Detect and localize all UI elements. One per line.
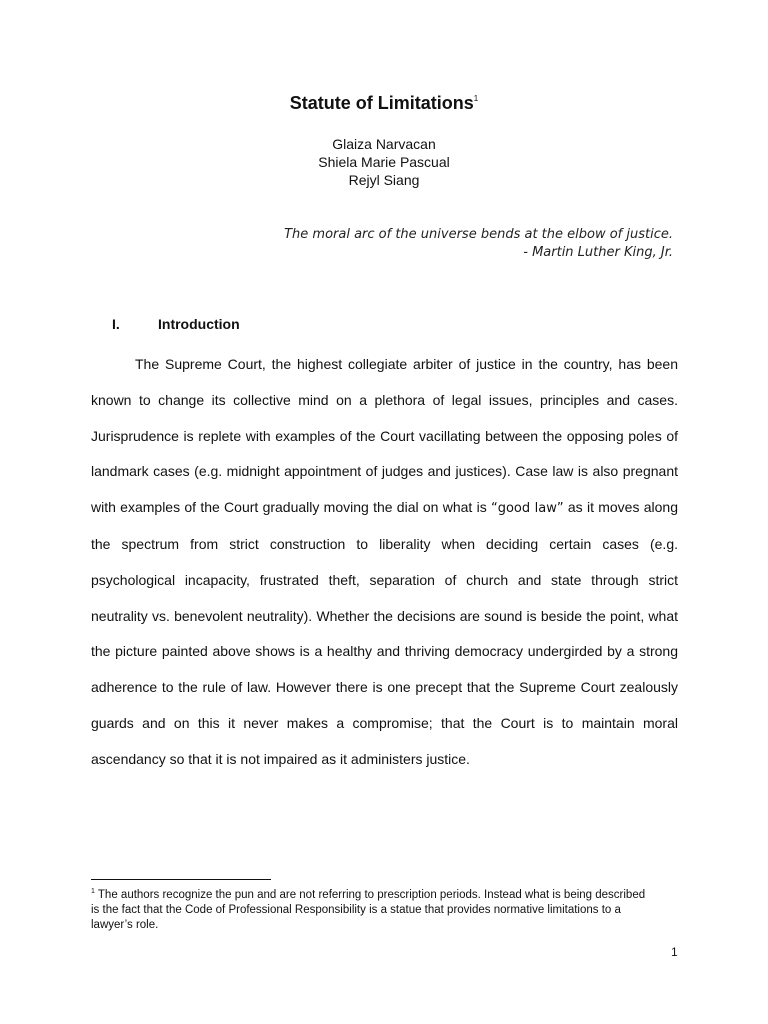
author-name: Shiela Marie Pascual bbox=[318, 154, 450, 170]
author-list bbox=[0, 135, 768, 189]
footnote bbox=[91, 884, 651, 933]
title-footnote-mark: 1 bbox=[473, 94, 479, 103]
quoted-term: “good law” bbox=[490, 501, 564, 517]
epigraph-attribution: - Martin Luther King, Jr. bbox=[523, 245, 673, 260]
paragraph-part-2: as it moves along the spectrum from strict construction to liberality when deciding certain cases (e.g. psychological incapacity, frustrated theft, separation of church and state through strict neutrality vs. benevolent neutrality). Whether the decisions are sound is beside the point, what the picture painted above shows is a healthy and thriving democracy undergirded by a strong adherence to the rule of law. However there is one precept that the Supreme Court zealously guards and on this it never makes a compromise; that the Court is to maintain moral ascendancy so that it is not impaired as it administers justice. bbox=[91, 499, 678, 767]
section-heading bbox=[112, 316, 240, 332]
section-number: I. bbox=[112, 316, 120, 332]
epigraph-quote: The moral arc of the universe bends at the elbow of justice. bbox=[284, 227, 673, 242]
paragraph-part-1: The Supreme Court, the highest collegiate arbiter of justice in the country, has been known to change its collective mind on a plethora of legal issues, principles and cases. Jurisprudence is replete with examples of the Court vacillating between the opposing poles of landmark cases (e.g. midnight appointment of judges and justices). Case law is also pregnant with examples of the Court gradually moving the dial on what is bbox=[91, 356, 678, 516]
epigraph bbox=[284, 226, 673, 262]
page-number: 1 bbox=[671, 945, 678, 959]
author-name: Glaiza Narvacan bbox=[332, 136, 436, 152]
footnote-text: The authors recognize the pun and are not referring to prescription periods. Instead what is being described is the fact that the Code of Professional Responsibility is a statue that provides normative limitations to a lawyer’s role. bbox=[91, 889, 646, 931]
title-text: Statute of Limitations bbox=[289, 93, 474, 113]
author-name: Rejyl Siang bbox=[348, 172, 420, 188]
document-title bbox=[0, 93, 768, 114]
footnote-mark: 1 bbox=[91, 888, 95, 895]
footnote-divider bbox=[91, 879, 271, 880]
section-title: Introduction bbox=[158, 316, 240, 332]
body-paragraph bbox=[91, 347, 678, 778]
